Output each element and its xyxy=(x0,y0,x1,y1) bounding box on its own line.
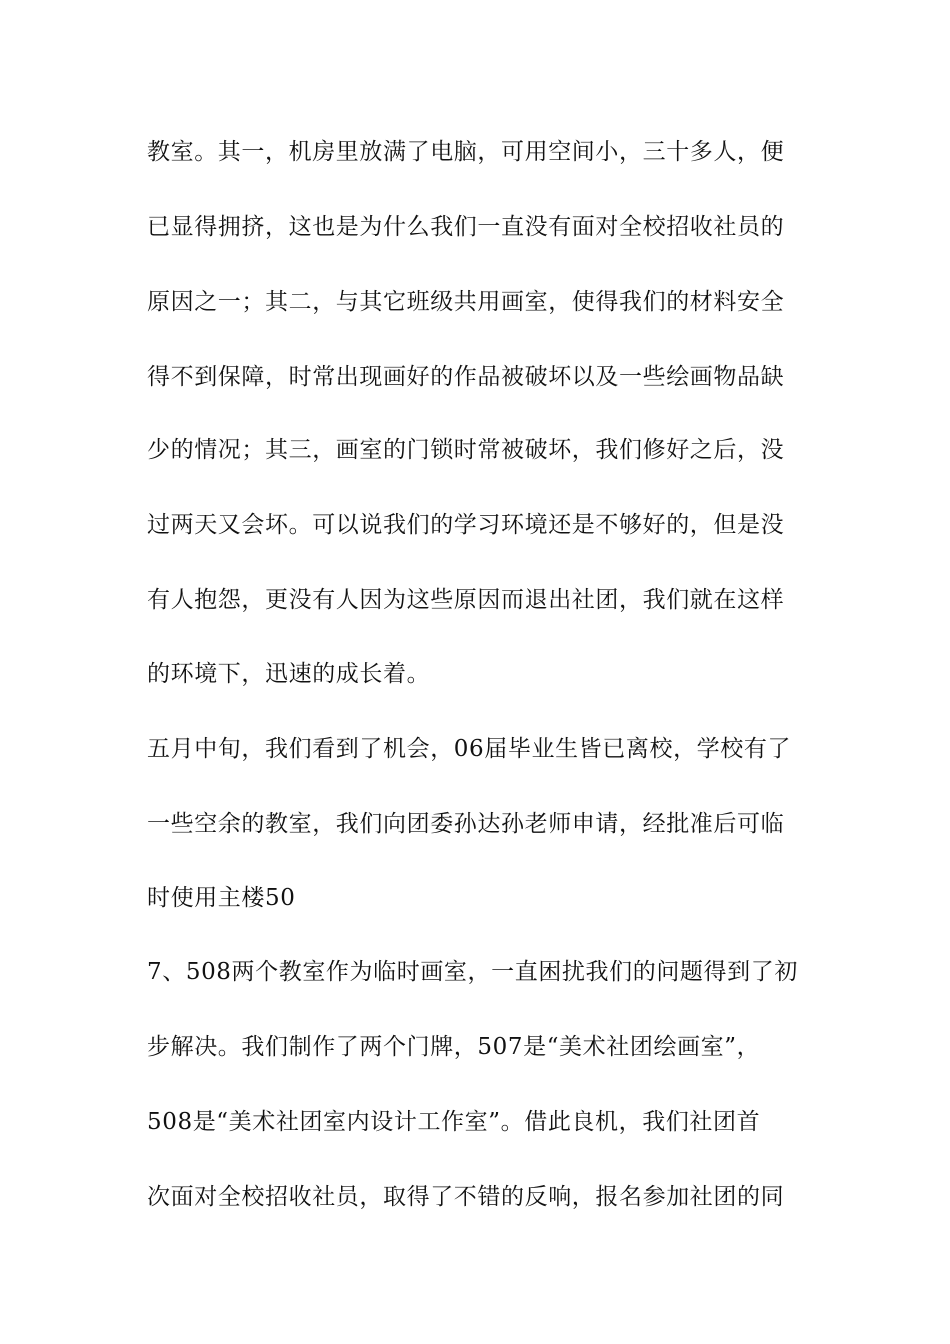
text-line: 一些空余的教室，我们向团委孙达孙老师申请，经批准后可临 xyxy=(147,811,785,837)
text-line: 少的情况；其三，画室的门锁时常被破坏，我们修好之后，没 xyxy=(147,437,785,463)
text-line: 步解决。我们制作了两个门牌，507是“美术社团绘画室”， xyxy=(147,1034,761,1060)
text-line: 五月中旬，我们看到了机会，06届毕业生皆已离校，学校有了 xyxy=(147,736,792,762)
text-line: 过两天又会坏。可以说我们的学习环境还是不够好的，但是没 xyxy=(147,512,785,538)
text-line: 得不到保障，时常出现画好的作品被破坏以及一些绘画物品缺 xyxy=(147,364,785,390)
text-line: 的环境下，迅速的成长着。 xyxy=(147,661,431,687)
text-line: 次面对全校招收社员，取得了不错的反响，报名参加社团的同 xyxy=(147,1184,785,1210)
text-line: 原因之一；其二，与其它班级共用画室，使得我们的材料安全 xyxy=(147,289,785,315)
text-line: 已显得拥挤，这也是为什么我们一直没有面对全校招收社员的 xyxy=(147,214,785,240)
text-line: 508是“美术社团室内设计工作室”。借此良机，我们社团首 xyxy=(147,1109,761,1135)
text-line: 有人抱怨，更没有人因为这些原因而退出社团，我们就在这样 xyxy=(147,587,785,613)
text-line: 时使用主楼50 xyxy=(147,885,296,911)
text-line: 教室。其一，机房里放满了电脑，可用空间小，三十多人，便 xyxy=(147,139,785,165)
text-line: 7、508两个教室作为临时画室，一直困扰我们的问题得到了初 xyxy=(147,959,798,985)
